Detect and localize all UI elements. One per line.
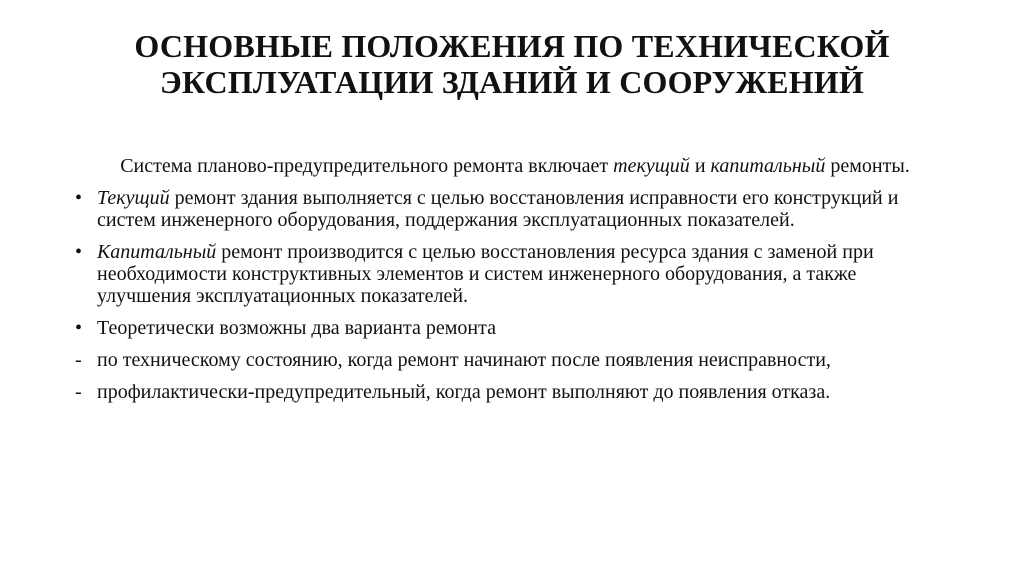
dash-marker: -: [75, 381, 82, 403]
bullet-marker: •: [75, 241, 83, 263]
bullet-item-current-repair: [75, 187, 955, 231]
bullet-text: ремонт здания выполняется с целью восстановления исправности его конструкций и систем инженерного оборудования, поддержания эксплуатационных показателей.: [97, 187, 899, 231]
bullet-italic-term: Текущий: [97, 187, 170, 209]
page-title: [60, 28, 964, 100]
bullet-italic-term: Капитальный: [97, 241, 217, 263]
bullet-marker: •: [75, 317, 83, 339]
dash-text: по техническому состоянию, когда ремонт начинают после появления неисправности,: [97, 349, 831, 371]
intro-text-mid: и: [689, 155, 711, 177]
bullet-item-capital-repair: [75, 241, 955, 307]
intro-italic-current: текущий: [613, 155, 690, 177]
intro-italic-capital: капитальный: [710, 155, 826, 177]
intro-text-before: Система планово-предупредительного ремонта включает: [120, 155, 614, 177]
bullet-text: Теоретически возможны два варианта ремонта: [97, 317, 496, 339]
title-line-2: ЭКСПЛУАТАЦИИ ЗДАНИЙ И СООРУЖЕНИЙ: [160, 64, 864, 100]
bullet-item-variants: [75, 317, 955, 339]
dash-item-condition: [75, 349, 955, 371]
bullet-text: ремонт производится с целью восстановления ресурса здания с заменой при необходимости конструктивных элементов и систем инженерного оборудования, а также улучшения эксплуатационных показателей.: [97, 241, 874, 307]
dash-text: профилактически-предупредительный, когда ремонт выполняют до появления отказа.: [97, 381, 831, 403]
slide-body: [75, 155, 955, 403]
intro-paragraph: [75, 155, 955, 177]
dash-item-preventive: [75, 381, 955, 403]
dash-marker: -: [75, 349, 82, 371]
intro-text-after: ремонты.: [825, 155, 910, 177]
bullet-marker: •: [75, 187, 83, 209]
title-line-1: ОСНОВНЫЕ ПОЛОЖЕНИЯ ПО ТЕХНИЧЕСКОЙ: [134, 28, 890, 64]
